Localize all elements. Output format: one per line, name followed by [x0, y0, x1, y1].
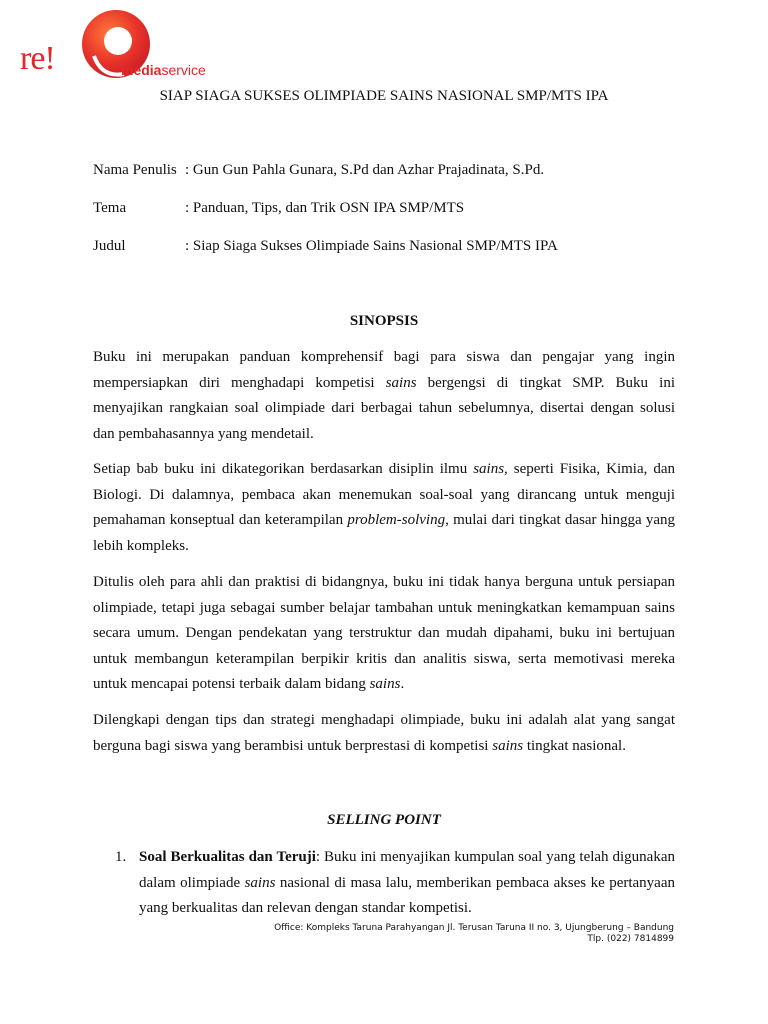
logo-brand-bold: media [121, 62, 162, 78]
synopsis-heading: SINOPSIS [349, 313, 419, 329]
italic-run: sains [369, 676, 401, 692]
text-run: Dilengkapi dengan tips dan strategi menghadapi olimpiade, buku ini adalah alat yang sangat berguna bagi siswa yang berambisi untuk berprestasi di kompetisi [93, 712, 675, 754]
footer-phone: Tlp. (022) 7814899 [587, 934, 674, 944]
meta-value: : Panduan, Tips, dan Trik OSN IPA SMP/MTS [185, 200, 465, 216]
meta-row-author [93, 162, 544, 179]
text-run: , mulai dari tingkat dasar hingga yang lebih kompleks. [93, 512, 675, 554]
list-item [93, 845, 675, 922]
text-run: tingkat nasional. [523, 737, 626, 754]
list-item-heading: Soal Berkualitas dan Teruji [139, 849, 316, 865]
meta-value: : Siap Siaga Sukses Olimpiade Sains Nasional SMP/MTS IPA [185, 238, 558, 254]
list-number: 1. [115, 849, 127, 865]
logo-brand-rest: service [161, 62, 206, 78]
text-run: bergengsi di tingkat SMP. Buku ini menyajikan rangkaian soal olimpiade dari berbagai tahun sebelumnya, disertai dengan solusi dan pembahasannya yang mendetail. [93, 374, 675, 442]
list-item-body [139, 845, 675, 922]
meta-row-theme [93, 200, 464, 217]
meta-label: Nama Penulis [93, 162, 177, 178]
meta-row-title [93, 238, 558, 255]
text-run: Buku ini merupakan panduan komprehensif bagi para siswa dan pengajar yang ingin mempersiapkan diri menghadapi kompetisi [93, 349, 675, 391]
text-run: Ditulis oleh para ahli dan praktisi di bidangnya, buku ini tidak hanya berguna untuk persiapan olimpiade, tetapi juga sebagai sumber belajar tambahan untuk meningkatkan kemampuan sains secara umum. Dengan pendekatan yang terstruktur dan mudah dipahami, buku ini bertujuan untuk membangun keterampilan berpikir kritis dan analitis siswa, serta memotivasi mereka untuk mencapai potensi terbaik dalam bidang [93, 574, 675, 692]
document-title: SIAP SIAGA SUKSES OLIMPIADE SAINS NASIONAL SMP/MTS IPA [159, 88, 609, 104]
page-footer [274, 923, 674, 945]
selling-point-heading: SELLING POINT [327, 812, 441, 828]
synopsis-paragraph-1 [93, 345, 675, 447]
text-run: . [400, 676, 405, 692]
publisher-logo [20, 8, 240, 80]
italic-run: problem-solving [347, 512, 446, 528]
italic-run: sains [244, 874, 276, 891]
meta-value: : Gun Gun Pahla Gunara, S.Pd dan Azhar Prajadinata, S.Pd. [185, 162, 545, 178]
synopsis-paragraph-3 [93, 570, 675, 698]
logo-mark-text: re! [20, 40, 55, 77]
logo-brand-text [121, 63, 206, 77]
italic-run: sains [492, 737, 524, 754]
text-run: : Buku ini menyajikan kumpulan soal yang telah digunakan dalam olimpiade [139, 849, 675, 891]
text-run: Setiap bab buku ini dikategorikan berdasarkan disiplin ilmu [93, 461, 474, 477]
footer-address: Office: Kompleks Taruna Parahyangan Jl. Terusan Taruna II no. 3, Ujungberung – Bandung [274, 923, 674, 933]
text-run: , seperti Fisika, Kimia, dan Biologi. Di dalamnya, pembaca akan menemukan soal-soal yang dirancang untuk menguji pemahaman konseptual dan keterampilan [93, 461, 675, 528]
synopsis-paragraph-2 [93, 457, 675, 559]
italic-run: sains [385, 374, 417, 391]
text-run: nasional di masa lalu, memberikan pembaca akses ke pertanyaan yang berkualitas dan relevan dengan standar kompetisi. [139, 874, 675, 916]
synopsis-paragraph-4 [93, 708, 675, 759]
meta-label: Tema [93, 200, 127, 216]
meta-label: Judul [93, 238, 126, 254]
italic-run: sains [473, 461, 505, 477]
